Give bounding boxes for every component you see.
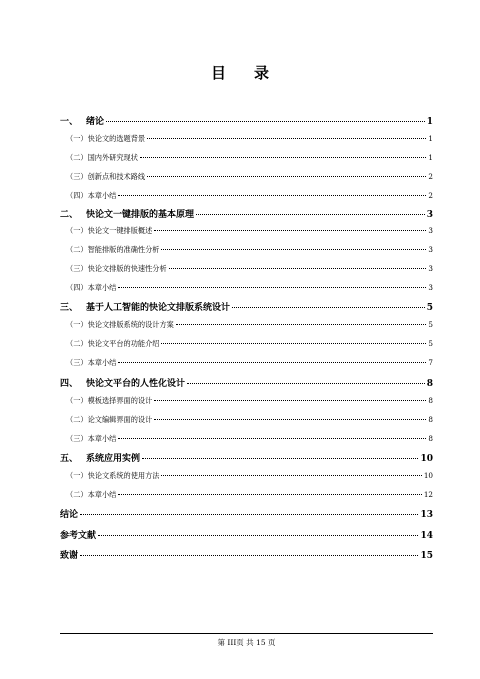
toc-section-4-3[interactable] — [60, 434, 433, 444]
toc-label: 模板选择界面的设计 — [87, 396, 153, 405]
toc-page: 10 — [423, 471, 433, 480]
dot-leader — [169, 268, 427, 269]
toc-chapter-3[interactable] — [60, 300, 433, 313]
toc-chapter-5[interactable] — [60, 451, 433, 464]
toc-number: 三、 — [60, 303, 79, 313]
dot-leader — [118, 287, 426, 288]
dot-leader — [98, 535, 418, 536]
dot-leader — [142, 458, 418, 459]
toc-section-2-1[interactable] — [60, 226, 433, 236]
dot-leader — [176, 324, 427, 325]
page-title: 目录 — [210, 64, 297, 82]
toc-page: 3 — [428, 245, 433, 254]
toc-label: 本章小结 — [87, 434, 117, 443]
toc-label: 快论文平台的功能介绍 — [87, 339, 160, 348]
dot-leader — [187, 383, 425, 384]
toc-section-2-4[interactable] — [60, 283, 433, 293]
dot-leader — [161, 249, 426, 250]
toc-label: 参考文献 — [60, 531, 97, 541]
toc-label: 本章小结 — [87, 358, 117, 367]
toc-chapter-1[interactable] — [60, 114, 433, 127]
toc-page: 8 — [428, 396, 433, 405]
toc-page: 8 — [426, 379, 433, 389]
toc-number: （二） — [66, 339, 88, 348]
toc-number: （一） — [66, 396, 88, 405]
toc-section-1-3[interactable] — [60, 172, 433, 182]
toc-page: 10 — [420, 454, 433, 464]
toc-label: 本章小结 — [87, 191, 117, 200]
dot-leader — [118, 494, 422, 495]
toc-label: 快论文一键排版概述 — [87, 226, 153, 235]
toc-number: 五、 — [60, 454, 79, 464]
toc-number: （四） — [66, 283, 88, 292]
dot-leader — [161, 343, 426, 344]
toc-chapter-4[interactable] — [60, 376, 433, 389]
toc-number: （三） — [66, 264, 88, 273]
dot-leader — [154, 230, 426, 231]
toc-page: 5 — [426, 303, 433, 313]
toc-label: 快论文系统的使用方法 — [87, 471, 160, 480]
dot-leader — [140, 157, 427, 158]
page-footer — [60, 633, 433, 648]
dot-leader — [147, 176, 426, 177]
dot-leader — [154, 419, 426, 420]
toc-number: 四、 — [60, 379, 79, 389]
toc-page: 7 — [428, 358, 433, 367]
toc-label: 创新点和技术路线 — [87, 172, 146, 181]
toc-label: 快论文的选题背景 — [87, 134, 146, 143]
toc-page: 2 — [428, 172, 433, 181]
toc-conclusion[interactable] — [60, 507, 433, 520]
toc-label: 绪论 — [86, 117, 105, 127]
toc-chapter-2[interactable] — [60, 207, 433, 220]
dot-leader — [106, 121, 425, 122]
dot-leader — [232, 307, 425, 308]
toc-label: 本章小结 — [87, 283, 117, 292]
toc-label: 致谢 — [60, 551, 79, 561]
toc-label: 基于人工智能的快论文排版系统设计 — [86, 303, 231, 313]
toc-section-3-2[interactable] — [60, 339, 433, 349]
toc-number: （二） — [66, 153, 88, 162]
dot-leader — [154, 400, 426, 401]
toc-number: （一） — [66, 226, 88, 235]
toc-label: 智能排版的准确性分析 — [87, 245, 160, 254]
dot-leader — [161, 475, 421, 476]
toc-acknowledgements[interactable] — [60, 548, 433, 561]
toc-label: 论文编辑界面的设计 — [87, 415, 153, 424]
toc-section-5-1[interactable] — [60, 471, 433, 481]
toc-page: 3 — [426, 210, 433, 220]
dot-leader — [118, 362, 426, 363]
toc-label: 快论文排版系统的设计方案 — [87, 320, 174, 329]
toc-page: 8 — [428, 434, 433, 443]
toc-page: 1 — [428, 134, 433, 143]
dot-leader — [196, 214, 425, 215]
toc-label: 本章小结 — [87, 490, 117, 499]
toc-number: （一） — [66, 471, 88, 480]
toc-page: 3 — [428, 283, 433, 292]
toc-section-2-2[interactable] — [60, 245, 433, 255]
page-number-text: 第 III页 共 15 页 — [217, 638, 276, 647]
toc-section-1-2[interactable] — [60, 153, 433, 163]
toc-number: （一） — [66, 134, 88, 143]
toc-section-1-1[interactable] — [60, 134, 433, 144]
toc-page: 13 — [420, 510, 433, 520]
toc-page: 3 — [428, 226, 433, 235]
toc-section-4-2[interactable] — [60, 415, 433, 425]
dot-leader — [80, 514, 418, 515]
toc-page: 3 — [428, 264, 433, 273]
toc-page: 1 — [426, 117, 433, 127]
toc-section-3-3[interactable] — [60, 358, 433, 368]
toc-label: 快论文一键排版的基本原理 — [86, 210, 195, 220]
toc-page: 15 — [420, 551, 433, 561]
toc-label: 系统应用实例 — [86, 454, 141, 464]
toc-page: 1 — [428, 153, 433, 162]
toc-references[interactable] — [60, 528, 433, 541]
dot-leader — [147, 138, 426, 139]
toc-number: （二） — [66, 490, 88, 499]
toc-number: （三） — [66, 358, 88, 367]
toc-page: 14 — [420, 531, 433, 541]
toc-label: 结论 — [60, 510, 79, 520]
toc-page: 5 — [428, 339, 433, 348]
toc-label: 快论文排版的快速性分析 — [87, 264, 167, 273]
toc-number: （三） — [66, 172, 88, 181]
toc-label: 快论文平台的人性化设计 — [86, 379, 186, 389]
dot-leader — [80, 555, 418, 556]
toc-section-5-2[interactable] — [60, 490, 433, 500]
toc-label: 国内外研究现状 — [87, 153, 138, 162]
dot-leader — [118, 438, 426, 439]
toc-number: （四） — [66, 191, 88, 200]
toc-section-1-4[interactable] — [60, 191, 433, 201]
toc-number: （三） — [66, 434, 88, 443]
toc-number: （二） — [66, 245, 88, 254]
toc-number: 一、 — [60, 117, 79, 127]
toc-page: 5 — [428, 320, 433, 329]
toc-number: （一） — [66, 320, 88, 329]
dot-leader — [118, 195, 426, 196]
toc-number: （二） — [66, 415, 88, 424]
toc-section-2-3[interactable] — [60, 264, 433, 274]
toc-page: 12 — [423, 490, 433, 499]
toc-section-4-1[interactable] — [60, 396, 433, 406]
toc-section-3-1[interactable] — [60, 320, 433, 330]
toc-page: 2 — [428, 191, 433, 200]
toc-page: 8 — [428, 415, 433, 424]
toc-number: 二、 — [60, 210, 79, 220]
